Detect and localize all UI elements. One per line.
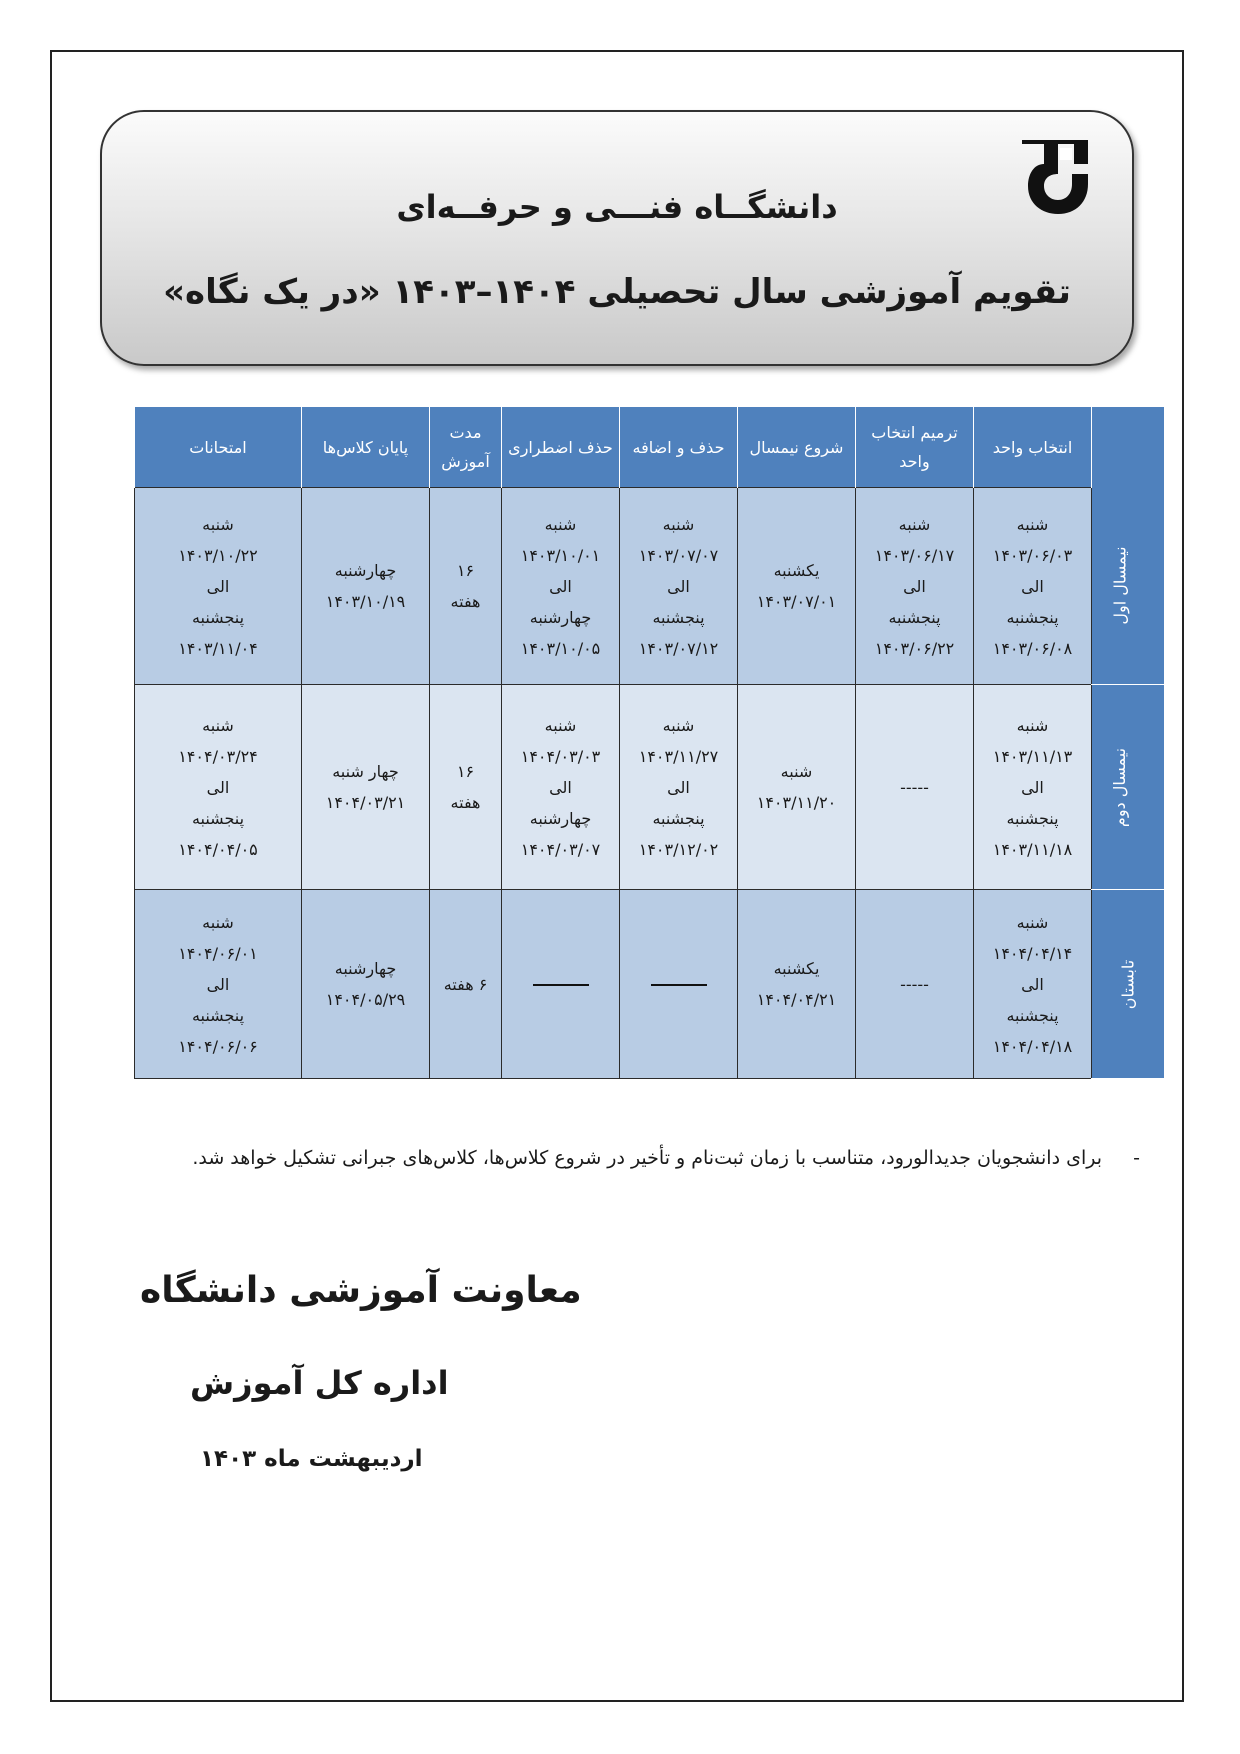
cell-text: چهارشنبه — [529, 607, 592, 627]
cell-semester-start — [738, 890, 856, 1079]
cell-text: ۱۴۰۳/۱۲/۰۲ — [638, 839, 719, 859]
cell-text: شنبه — [1016, 514, 1049, 534]
cell-text: ۱۴۰۳/۱۰/۰۱ — [520, 545, 601, 565]
table-header-row — [135, 407, 1164, 488]
cell-text: ۱۶ — [456, 561, 475, 580]
cell-text: پنجشنبه — [1006, 808, 1059, 828]
column-header-selection-revision: ترمیم انتخاب واحد — [856, 407, 974, 488]
cell-classes-end — [302, 890, 430, 1079]
cell-course-selection — [974, 488, 1092, 685]
cell-text: الی — [1021, 777, 1044, 797]
cell-text: ۱۴۰۳/۰۶/۲۲ — [874, 638, 955, 658]
header-box — [100, 110, 1134, 366]
cell-text: الی — [1021, 576, 1044, 596]
cell-text: الی — [903, 576, 926, 596]
cell-text: شنبه — [662, 715, 695, 735]
cell-exams — [135, 685, 302, 890]
cell-exams — [135, 488, 302, 685]
column-header-exams: امتحانات — [135, 407, 302, 488]
cell-duration — [430, 890, 502, 1079]
cell-text: ۱۴۰۴/۰۳/۰۳ — [520, 746, 601, 766]
column-header-term — [1092, 407, 1164, 488]
column-header-emergency-drop: حذف اضطراری — [502, 407, 620, 488]
cell-selection-revision — [856, 890, 974, 1079]
cell-text: ۱۴۰۴/۰۴/۲۱ — [756, 990, 837, 1009]
note-text: برای دانشجویان جدیدالورود، متناسب با زمان ثبت‌نام و تأخیر در شروع کلاس‌ها، کلاس‌های جبرانی تشکیل خواهد شد. — [192, 1147, 1102, 1169]
cell-emergency-drop — [502, 890, 620, 1079]
cell-exams — [135, 890, 302, 1079]
cell-text: ۱۴۰۳/۰۶/۰۸ — [992, 638, 1073, 658]
table-row — [135, 890, 1164, 1079]
cell-selection-revision — [856, 685, 974, 890]
cell-text: ۱۴۰۴/۰۴/۰۵ — [178, 839, 258, 859]
cell-text: ۱۴۰۳/۱۱/۲۷ — [638, 746, 719, 766]
cell-text: الی — [206, 576, 230, 596]
column-header-duration: مدت آموزش — [430, 407, 502, 488]
cell-text: شنبه — [202, 514, 234, 534]
cell-text: چهارشنبه — [529, 808, 592, 828]
term-label-cell — [1092, 890, 1164, 1079]
cell-course-selection — [974, 890, 1092, 1079]
university-name: دانشگــاه فنـــی و حرفــه‌ای — [396, 188, 838, 226]
cell-text: پنجشنبه — [191, 1005, 245, 1025]
column-header-course-selection: انتخاب واحد — [974, 407, 1092, 488]
cell-text: الی — [206, 974, 230, 994]
cell-text: ۱۴۰۴/۰۳/۲۴ — [178, 746, 258, 766]
cell-selection-revision — [856, 488, 974, 685]
term-label-cell — [1092, 685, 1164, 890]
cell-text: شنبه — [780, 762, 813, 781]
cell-text: هفته — [450, 592, 481, 611]
cell-text: پنجشنبه — [652, 607, 705, 627]
column-header-semester-start: شروع نیمسال — [738, 407, 856, 488]
cell-text: ۱۴۰۳/۰۶/۱۷ — [874, 545, 955, 565]
cell-text: شنبه — [1016, 912, 1049, 932]
cell-text: پنجشنبه — [191, 808, 245, 828]
cell-text: ۱۴۰۴/۰۳/۲۱ — [325, 793, 406, 812]
cell-text: چهار شنبه — [332, 762, 399, 781]
cell-text: الی — [1021, 974, 1044, 994]
cell-text: شنبه — [544, 514, 577, 534]
cell-text: ۱۴۰۴/۰۴/۱۸ — [992, 1036, 1073, 1056]
cell-text: پنجشنبه — [652, 808, 705, 828]
term-label-cell — [1092, 488, 1164, 685]
table-row — [135, 685, 1164, 890]
cell-duration — [430, 488, 502, 685]
cell-text: شنبه — [662, 514, 695, 534]
cell-text: ۱۴۰۴/۰۶/۰۶ — [178, 1036, 258, 1056]
signature-date: اردیبهشت ماه ۱۴۰۳ — [200, 1446, 423, 1472]
note-paragraph — [134, 1138, 1140, 1178]
column-header-add-drop: حذف و اضافه — [620, 407, 738, 488]
signature-department: اداره کل آموزش — [190, 1364, 449, 1402]
cell-text: ۱۴۰۳/۰۶/۰۳ — [992, 545, 1073, 565]
cell-emergency-drop — [502, 685, 620, 890]
cell-text: چهارشنبه — [334, 561, 397, 580]
cell-add-drop — [620, 488, 738, 685]
cell-semester-start — [738, 488, 856, 685]
cell-text: الی — [206, 777, 230, 797]
cell-text: ۱۴۰۳/۱۱/۱۳ — [992, 746, 1073, 766]
signature-office: معاونت آموزشی دانشگاه — [140, 1270, 582, 1311]
cell-text: الی — [667, 777, 690, 797]
cell-text: یکشنبه — [773, 561, 820, 580]
cell-add-drop — [620, 890, 738, 1079]
term-label: نیمسال دوم — [1110, 747, 1130, 827]
cell-classes-end — [302, 488, 430, 685]
cell-text: ۱۴۰۴/۰۵/۲۹ — [325, 990, 406, 1009]
cell-text: شنبه — [1016, 715, 1049, 735]
cell-text: ۱۴۰۴/۰۴/۱۴ — [992, 943, 1073, 963]
cell-classes-end — [302, 685, 430, 890]
cell-text: الی — [549, 777, 572, 797]
cell-text: ۱۴۰۳/۱۱/۱۸ — [992, 839, 1073, 859]
cell-text: پنجشنبه — [1006, 1005, 1059, 1025]
cell-text: یکشنبه — [773, 959, 820, 978]
cell-text: ۱۴۰۳/۱۰/۲۲ — [178, 545, 258, 565]
cell-text: ۱۴۰۳/۰۷/۰۱ — [756, 592, 837, 611]
cell-course-selection — [974, 685, 1092, 890]
cell-text: پنجشنبه — [191, 607, 245, 627]
cell-text: شنبه — [544, 715, 577, 735]
cell-text: ۱۴۰۳/۱۱/۲۰ — [756, 793, 837, 812]
cell-text: شنبه — [202, 715, 234, 735]
cell-text: ----- — [900, 777, 929, 797]
cell-text: الی — [667, 576, 690, 596]
cell-emergency-drop — [502, 488, 620, 685]
table-row — [135, 488, 1164, 685]
empty-dash — [533, 984, 589, 986]
cell-text: ----- — [900, 974, 929, 994]
cell-text: الی — [549, 576, 572, 596]
cell-text: ۱۴۰۳/۱۰/۰۵ — [520, 638, 601, 658]
cell-text: هفته — [450, 793, 481, 812]
cell-text: پنجشنبه — [888, 607, 941, 627]
column-header-classes-end: پایان کلاس‌ها — [302, 407, 430, 488]
cell-semester-start — [738, 685, 856, 890]
note-bullet: - — [1133, 1147, 1140, 1169]
cell-text: شنبه — [202, 912, 234, 932]
empty-dash — [651, 984, 707, 986]
academic-calendar-table — [134, 407, 1164, 1079]
cell-text: ۱۴۰۳/۰۷/۰۷ — [638, 545, 719, 565]
term-label: نیمسال اول — [1110, 546, 1130, 625]
term-label: تابستان — [1118, 959, 1138, 1009]
cell-text: ۱۴۰۳/۱۰/۱۹ — [325, 592, 406, 611]
calendar-title: تقویم آموزشی سال تحصیلی ۱۴۰۴–۱۴۰۳ «در یک نگاه» — [163, 272, 1071, 312]
cell-text: چهارشنبه — [334, 959, 397, 978]
cell-text: ۱۴۰۳/۰۷/۱۲ — [638, 638, 719, 658]
cell-text: ۱۶ — [456, 762, 475, 781]
cell-add-drop — [620, 685, 738, 890]
cell-text: ۶ هفته — [443, 974, 488, 994]
cell-duration — [430, 685, 502, 890]
cell-text: ۱۴۰۳/۱۱/۰۴ — [178, 638, 258, 658]
cell-text: ۱۴۰۴/۰۳/۰۷ — [520, 839, 601, 859]
cell-text: ۱۴۰۴/۰۶/۰۱ — [178, 943, 258, 963]
cell-text: پنجشنبه — [1006, 607, 1059, 627]
cell-text: شنبه — [898, 514, 931, 534]
